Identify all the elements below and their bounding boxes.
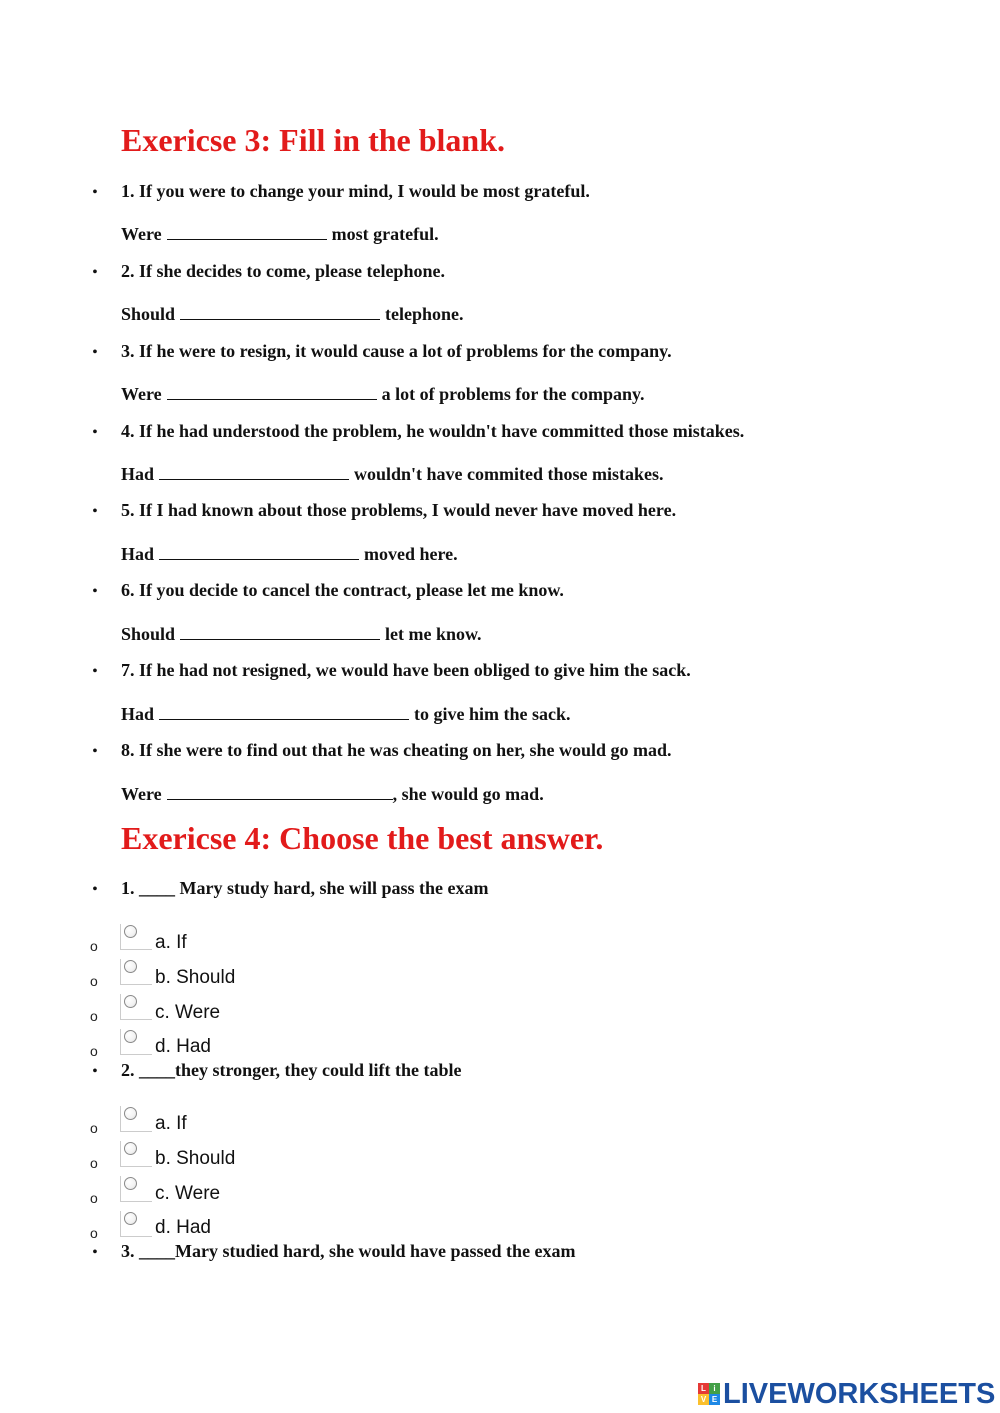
circle-bullet-icon: o <box>90 938 98 954</box>
bullet-icon: • <box>92 345 98 360</box>
ex4-question-2: 2. ____they stronger, they could lift the table <box>121 1060 462 1080</box>
ex3-answer-4-suffix: wouldn't have commited those mistakes. <box>354 464 664 484</box>
ex3-answer-3-suffix: a lot of problems for the company. <box>381 384 645 404</box>
ex4-q2-option-c-radio[interactable] <box>120 1176 152 1202</box>
ex3-blank-3[interactable] <box>167 383 377 400</box>
ex3-answer-4-prefix: Had <box>121 464 155 484</box>
ex4-q1-option-a-label: a. If <box>155 932 187 953</box>
ex3-answer-7 <box>121 703 571 725</box>
ex4-q1-option-d-radio[interactable] <box>120 1029 152 1055</box>
ex4-q2-option-d-radio[interactable] <box>120 1211 152 1237</box>
ex3-question-8: 8. If she were to find out that he was cheating on her, she would go mad. <box>121 740 672 760</box>
ex3-answer-3-prefix: Were <box>121 384 162 404</box>
ex4-q2-option-a-radio[interactable] <box>120 1106 152 1132</box>
ex4-q2-option-a-label: a. If <box>155 1113 187 1134</box>
radio-button-icon[interactable] <box>124 1177 137 1190</box>
ex3-answer-5-suffix: moved here. <box>364 544 458 564</box>
ex3-answer-5-prefix: Had <box>121 544 155 564</box>
ex4-question-1: 1. ____ Mary study hard, she will pass the exam <box>121 878 489 898</box>
exercise-4-heading: Exericse 4: Choose the best answer. <box>121 820 604 856</box>
ex3-answer-1-prefix: Were <box>121 224 162 244</box>
ex3-question-5: 5. If I had known about those problems, I would never have moved here. <box>121 500 677 520</box>
circle-bullet-icon: o <box>90 1225 98 1241</box>
radio-button-icon[interactable] <box>124 960 137 973</box>
radio-button-icon[interactable] <box>124 1030 137 1043</box>
ex3-question-6: 6. If you decide to cancel the contract, please let me know. <box>121 580 564 600</box>
bullet-icon: • <box>92 882 98 897</box>
ex4-q1-option-c-label: c. Were <box>155 1002 221 1023</box>
ex3-blank-2[interactable] <box>180 303 380 320</box>
ex3-answer-1 <box>121 223 439 245</box>
logo-mark-icon <box>698 1383 720 1405</box>
radio-button-icon[interactable] <box>124 995 137 1008</box>
bullet-icon: • <box>92 425 98 440</box>
ex3-blank-7[interactable] <box>159 703 409 720</box>
circle-bullet-icon: o <box>90 973 98 989</box>
ex3-answer-6 <box>121 623 482 645</box>
ex3-question-7: 7. If he had not resigned, we would have been obliged to give him the sack. <box>121 660 691 680</box>
ex3-answer-8 <box>121 783 544 805</box>
bullet-icon: • <box>92 185 98 200</box>
logo-mark-letter: L <box>698 1383 709 1394</box>
ex4-q2-option-b-radio[interactable] <box>120 1141 152 1167</box>
bullet-icon: • <box>92 265 98 280</box>
ex4-q1-option-b-label: b. Should <box>155 967 236 988</box>
ex3-answer-8-prefix: Were <box>121 784 162 804</box>
circle-bullet-icon: o <box>90 1008 98 1024</box>
ex3-answer-1-suffix: most grateful. <box>331 224 439 244</box>
ex4-q1-option-b-radio[interactable] <box>120 959 152 985</box>
logo-text: LIVEWORKSHEETS <box>723 1378 996 1410</box>
ex4-q1-option-c-radio[interactable] <box>120 994 152 1020</box>
ex4-q2-option-b-label: b. Should <box>155 1148 236 1169</box>
ex3-blank-5[interactable] <box>159 543 359 560</box>
ex3-question-3: 3. If he were to resign, it would cause a lot of problems for the company. <box>121 341 672 361</box>
ex4-q1-option-d-label: d. Had <box>155 1036 211 1057</box>
bullet-icon: • <box>92 584 98 599</box>
bullet-icon: • <box>92 1064 98 1079</box>
ex3-answer-7-suffix: to give him the sack. <box>414 704 571 724</box>
ex3-blank-6[interactable] <box>180 623 380 640</box>
circle-bullet-icon: o <box>90 1155 98 1171</box>
ex3-question-1: 1. If you were to change your mind, I would be most grateful. <box>121 181 590 201</box>
liveworksheets-logo[interactable] <box>698 1379 995 1409</box>
radio-button-icon[interactable] <box>124 1142 137 1155</box>
circle-bullet-icon: o <box>90 1120 98 1136</box>
circle-bullet-icon: o <box>90 1190 98 1206</box>
ex3-answer-3 <box>121 383 644 405</box>
bullet-icon: • <box>92 664 98 679</box>
radio-button-icon[interactable] <box>124 925 137 938</box>
ex3-question-2: 2. If she decides to come, please telephone. <box>121 261 445 281</box>
bullet-icon: • <box>92 1245 98 1260</box>
ex4-q1-option-a-radio[interactable] <box>120 924 152 950</box>
ex3-answer-4 <box>121 463 664 485</box>
ex3-answer-5 <box>121 543 458 565</box>
ex4-q2-option-c-label: c. Were <box>155 1183 221 1204</box>
logo-mark-letter: E <box>709 1394 720 1405</box>
bullet-icon: • <box>92 744 98 759</box>
ex3-answer-2-suffix: telephone. <box>385 304 464 324</box>
radio-button-icon[interactable] <box>124 1212 137 1225</box>
bullet-icon: • <box>92 504 98 519</box>
circle-bullet-icon: o <box>90 1043 98 1059</box>
logo-mark-letter: V <box>698 1394 709 1405</box>
logo-mark-letter: i <box>709 1383 720 1394</box>
ex3-blank-4[interactable] <box>159 463 349 480</box>
ex3-answer-2-prefix: Should <box>121 304 176 324</box>
ex3-answer-6-suffix: let me know. <box>385 624 482 644</box>
ex4-q2-option-d-label: d. Had <box>155 1217 211 1238</box>
ex4-question-3: 3. ____Mary studied hard, she would have passed the exam <box>121 1241 576 1261</box>
ex3-blank-8[interactable] <box>167 783 393 800</box>
ex3-answer-7-prefix: Had <box>121 704 155 724</box>
radio-button-icon[interactable] <box>124 1107 137 1120</box>
ex3-blank-1[interactable] <box>167 223 327 240</box>
ex3-answer-8-suffix: , she would go mad. <box>392 784 544 804</box>
ex3-answer-2 <box>121 303 464 325</box>
ex3-question-4: 4. If he had understood the problem, he wouldn't have committed those mistakes. <box>121 421 745 441</box>
ex3-answer-6-prefix: Should <box>121 624 176 644</box>
exercise-3-heading: Exericse 3: Fill in the blank. <box>121 122 505 158</box>
